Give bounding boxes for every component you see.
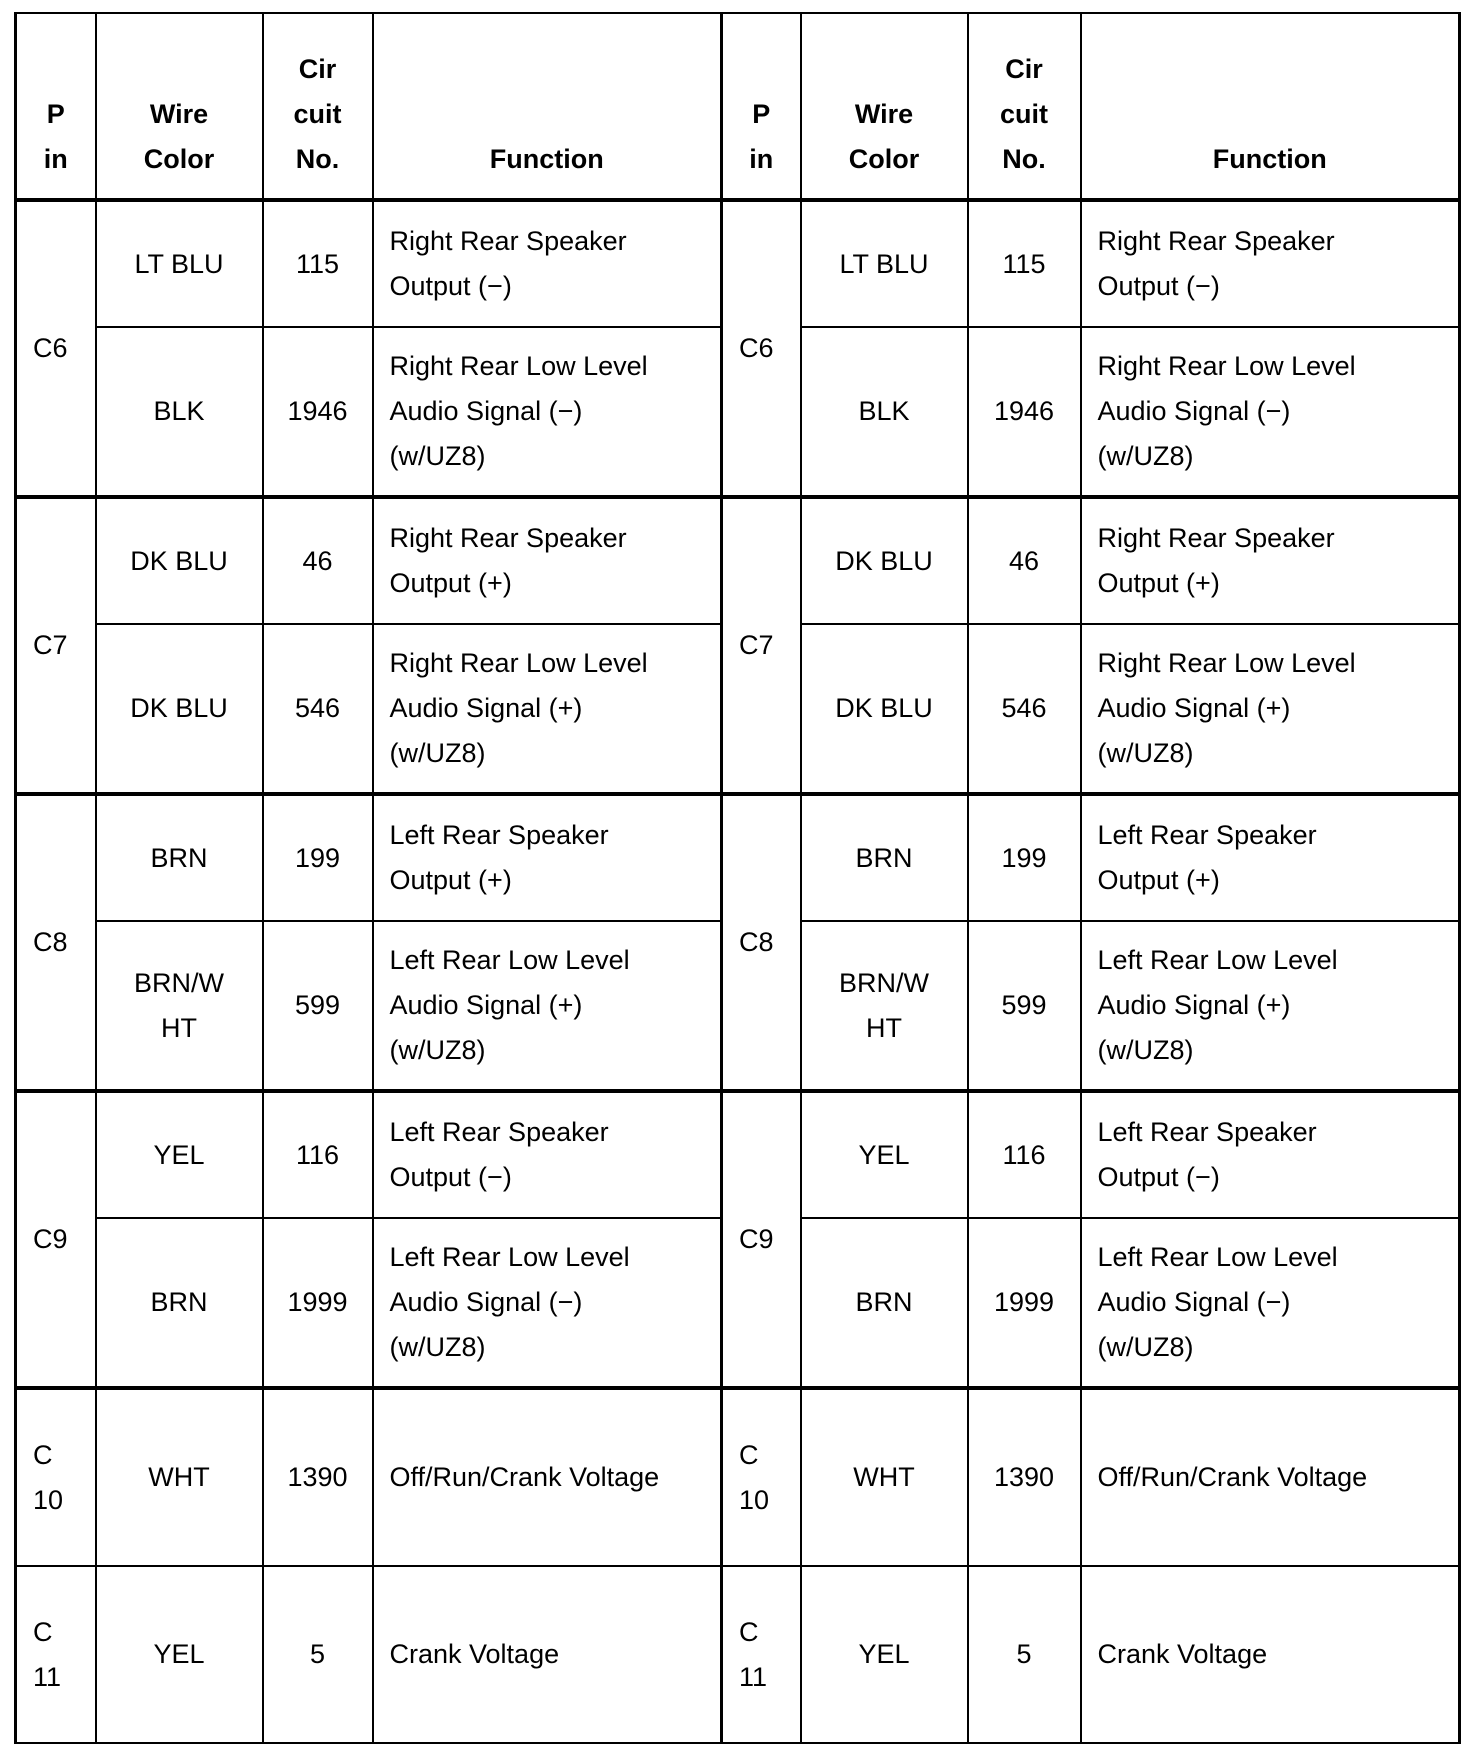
pin-cell-right: C 10 [722, 1388, 801, 1566]
function-cell-left: Off/Run/Crank Voltage [373, 1388, 722, 1566]
function-cell-right: Right Rear Low Level Audio Signal (+) (w/UZ8) [1081, 624, 1460, 794]
circuit-cell-left: 546 [263, 624, 373, 794]
wire-color-cell-left: BLK [96, 327, 263, 497]
header-wire-color-right: Wire Color [801, 13, 968, 200]
wire-color-cell-right: BLK [801, 327, 968, 497]
circuit-cell-left: 46 [263, 497, 373, 624]
header-wire-color-left: Wire Color [96, 13, 263, 200]
wire-color-cell-left: YEL [96, 1091, 263, 1218]
header-circuit-no-right: Cir cuit No. [968, 13, 1081, 200]
wire-color-cell-right: BRN [801, 794, 968, 921]
pin-cell-left: C9 [16, 1091, 96, 1388]
function-cell-right: Crank Voltage [1081, 1566, 1460, 1743]
function-cell-left: Right Rear Speaker Output (+) [373, 497, 722, 624]
wire-color-cell-right: WHT [801, 1388, 968, 1566]
wire-color-cell-left: LT BLU [96, 200, 263, 327]
wire-color-cell-left: DK BLU [96, 497, 263, 624]
circuit-cell-right: 46 [968, 497, 1081, 624]
function-cell-left: Crank Voltage [373, 1566, 722, 1743]
pin-cell-left: C6 [16, 200, 96, 497]
wire-color-cell-right: DK BLU [801, 624, 968, 794]
circuit-cell-left: 5 [263, 1566, 373, 1743]
function-cell-left: Left Rear Low Level Audio Signal (−) (w/UZ8) [373, 1218, 722, 1388]
function-cell-right: Right Rear Speaker Output (−) [1081, 200, 1460, 327]
header-function-right: Function [1081, 13, 1460, 200]
wire-color-cell-right: DK BLU [801, 497, 968, 624]
function-cell-right: Right Rear Low Level Audio Signal (−) (w/UZ8) [1081, 327, 1460, 497]
wire-color-cell-right: LT BLU [801, 200, 968, 327]
circuit-cell-right: 5 [968, 1566, 1081, 1743]
circuit-cell-right: 546 [968, 624, 1081, 794]
circuit-cell-left: 199 [263, 794, 373, 921]
wire-color-cell-right: BRN/W HT [801, 921, 968, 1091]
function-cell-right: Left Rear Speaker Output (+) [1081, 794, 1460, 921]
pin-cell-left: C 11 [16, 1566, 96, 1743]
circuit-cell-left: 1999 [263, 1218, 373, 1388]
circuit-cell-right: 1390 [968, 1388, 1081, 1566]
wire-color-cell-right: YEL [801, 1091, 968, 1218]
wire-color-cell-left: BRN/W HT [96, 921, 263, 1091]
function-cell-left: Right Rear Low Level Audio Signal (+) (w/UZ8) [373, 624, 722, 794]
circuit-cell-right: 1946 [968, 327, 1081, 497]
function-cell-left: Right Rear Speaker Output (−) [373, 200, 722, 327]
function-cell-left: Left Rear Speaker Output (−) [373, 1091, 722, 1218]
wire-color-cell-left: YEL [96, 1566, 263, 1743]
table-row [16, 1388, 1460, 1566]
pin-cell-left: C 10 [16, 1388, 96, 1566]
pin-cell-right: C9 [722, 1091, 801, 1388]
pin-cell-right: C8 [722, 794, 801, 1091]
table-row [16, 497, 1460, 624]
wire-color-cell-right: YEL [801, 1566, 968, 1743]
wire-color-cell-left: BRN [96, 1218, 263, 1388]
header-row [16, 13, 1460, 200]
function-cell-right: Off/Run/Crank Voltage [1081, 1388, 1460, 1566]
circuit-cell-left: 1390 [263, 1388, 373, 1566]
header-pin-right: P in [722, 13, 801, 200]
header-pin-left: P in [16, 13, 96, 200]
circuit-cell-right: 599 [968, 921, 1081, 1091]
circuit-cell-left: 599 [263, 921, 373, 1091]
wire-color-cell-right: BRN [801, 1218, 968, 1388]
circuit-cell-left: 1946 [263, 327, 373, 497]
function-cell-right: Left Rear Low Level Audio Signal (−) (w/UZ8) [1081, 1218, 1460, 1388]
table-row [16, 1091, 1460, 1218]
function-cell-left: Right Rear Low Level Audio Signal (−) (w/UZ8) [373, 327, 722, 497]
table-row [16, 794, 1460, 921]
pin-cell-left: C7 [16, 497, 96, 794]
pin-cell-right: C 11 [722, 1566, 801, 1743]
circuit-cell-left: 116 [263, 1091, 373, 1218]
pin-cell-left: C8 [16, 794, 96, 1091]
function-cell-left: Left Rear Low Level Audio Signal (+) (w/UZ8) [373, 921, 722, 1091]
wire-color-cell-left: BRN [96, 794, 263, 921]
function-cell-right: Right Rear Speaker Output (+) [1081, 497, 1460, 624]
function-cell-left: Left Rear Speaker Output (+) [373, 794, 722, 921]
connector-pinout-table [14, 12, 1461, 1744]
wire-color-cell-left: WHT [96, 1388, 263, 1566]
pin-cell-right: C6 [722, 200, 801, 497]
table-row [16, 200, 1460, 327]
header-function-left: Function [373, 13, 722, 200]
pin-cell-right: C7 [722, 497, 801, 794]
function-cell-right: Left Rear Speaker Output (−) [1081, 1091, 1460, 1218]
circuit-cell-left: 115 [263, 200, 373, 327]
circuit-cell-right: 1999 [968, 1218, 1081, 1388]
circuit-cell-right: 115 [968, 200, 1081, 327]
circuit-cell-right: 199 [968, 794, 1081, 921]
table-row [16, 1566, 1460, 1743]
header-circuit-no-left: Cir cuit No. [263, 13, 373, 200]
function-cell-right: Left Rear Low Level Audio Signal (+) (w/UZ8) [1081, 921, 1460, 1091]
circuit-cell-right: 116 [968, 1091, 1081, 1218]
wire-color-cell-left: DK BLU [96, 624, 263, 794]
